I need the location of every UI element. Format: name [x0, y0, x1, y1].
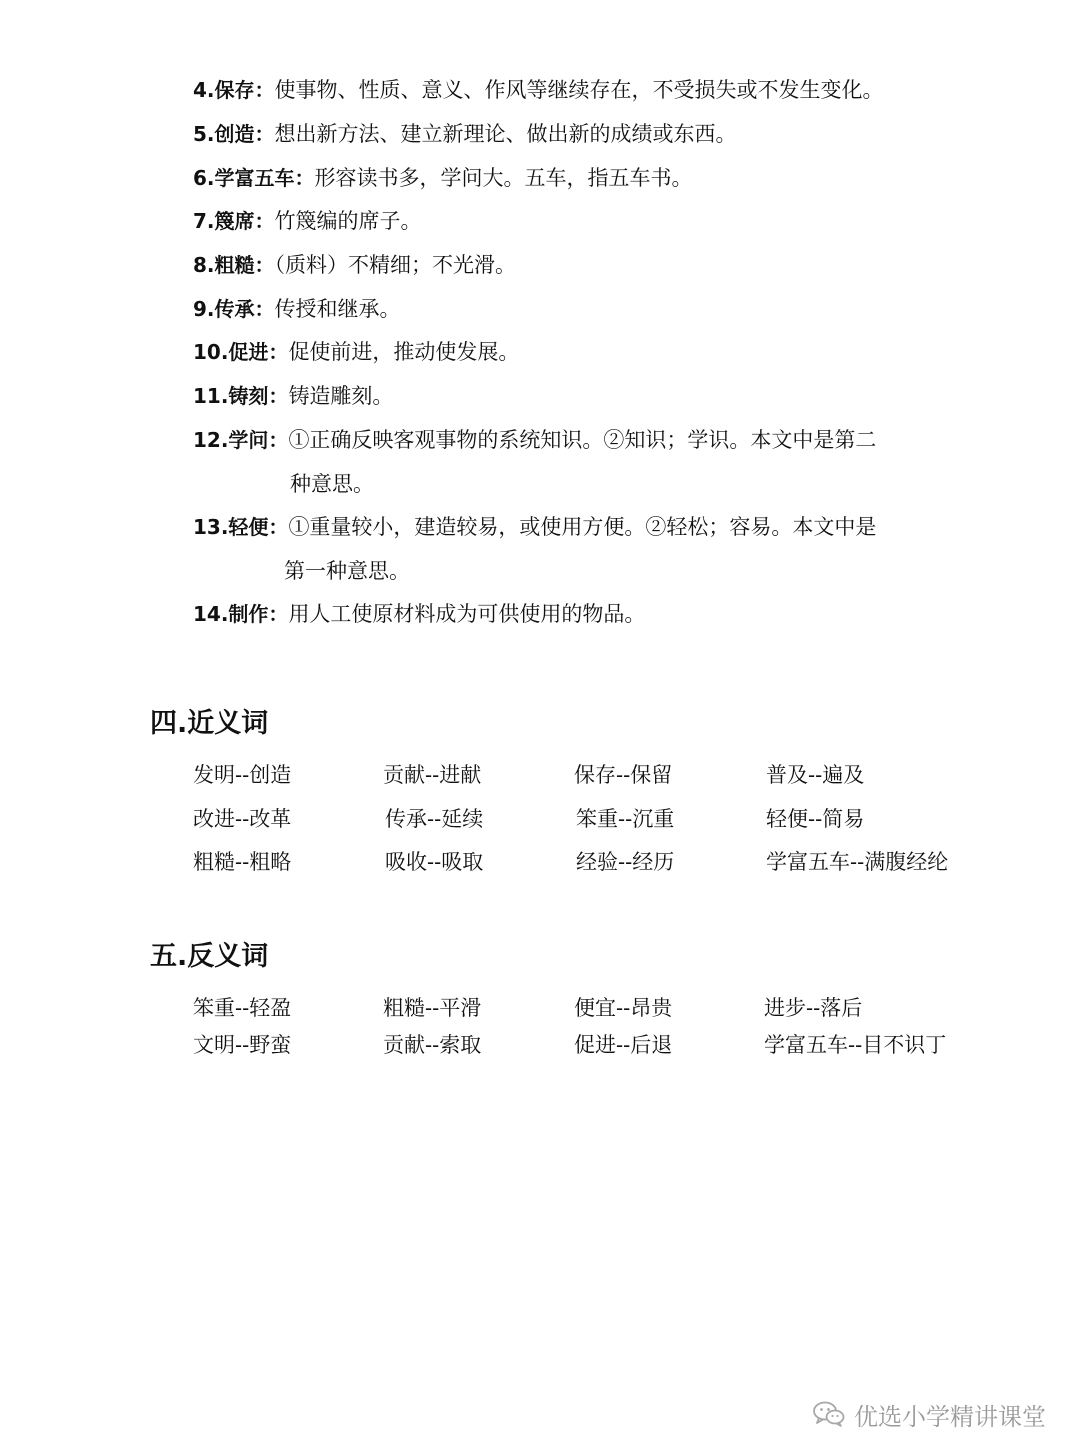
- definition-text: ①重量较小，建造较易，或使用方便。②轻松；容易。本文中是: [288, 515, 877, 539]
- definition-text: 铸造雕刻。: [288, 384, 394, 408]
- definition-text: ①正确反映客观事物的系统知识。②知识；学识。本文中是第二: [288, 428, 877, 452]
- definition-term: 9.传承：: [193, 297, 275, 321]
- definition-term: 5.创造：: [193, 122, 275, 146]
- watermark: [812, 1398, 1046, 1430]
- definition-item: [193, 208, 422, 234]
- synonym-pair: 贡献--进献: [383, 763, 482, 787]
- synonym-pair: 笨重--沉重: [576, 807, 675, 831]
- definition-item: [193, 121, 737, 147]
- antonym-pair: 笨重--轻盈: [193, 996, 292, 1020]
- synonym-pair: 改进--改革: [193, 807, 292, 831]
- definition-item: [193, 296, 401, 322]
- definition-text: 想出新方法、建立新理论、做出新的成绩或东西。: [274, 122, 737, 146]
- antonym-pair: 进步--落后: [764, 996, 863, 1020]
- synonym-pair: 粗糙--粗略: [193, 850, 292, 874]
- definition-text: 使事物、性质、意义、作风等继续存在，不受损失或不发生变化。: [274, 78, 884, 102]
- definition-continuation: 第一种意思。: [284, 559, 410, 583]
- definition-term: 7.篾席：: [193, 209, 275, 233]
- synonym-pair: 保存--保留: [574, 763, 673, 787]
- definition-item: [193, 601, 645, 627]
- definition-item: [193, 514, 877, 583]
- synonym-pair: 普及--遍及: [766, 763, 865, 787]
- definition-continuation: 种意思。: [290, 472, 374, 496]
- synonym-pair: 传承--延续: [385, 807, 484, 831]
- definition-text: 形容读书多，学问大。五车，指五车书。: [314, 166, 693, 190]
- antonym-pair: 贡献--索取: [383, 1033, 482, 1057]
- wechat-icon: [812, 1400, 846, 1428]
- definition-term: 11.铸刻：: [193, 384, 289, 408]
- definition-text: （质料）不精细；不光滑。: [274, 253, 517, 277]
- antonym-pair: 便宜--昂贵: [574, 996, 673, 1020]
- definition-term: 8.粗糙：: [193, 253, 275, 277]
- antonym-pair: 文明--野蛮: [193, 1033, 292, 1057]
- definition-term: 13.轻便：: [193, 515, 289, 539]
- definition-item: [193, 252, 516, 278]
- definition-term: 4.保存：: [193, 78, 275, 102]
- definition-text: 促使前进，推动使发展。: [288, 340, 520, 364]
- definition-term: 6.学富五车：: [193, 166, 315, 190]
- definition-term: 12.学问：: [193, 428, 289, 452]
- synonyms-heading: 四.近义词: [150, 708, 269, 739]
- antonym-pair: 粗糙--平滑: [383, 996, 482, 1020]
- antonym-pair: 学富五车--目不识丁: [764, 1033, 947, 1057]
- definition-text: 传授和继承。: [274, 297, 401, 321]
- synonym-pair: 轻便--简易: [766, 807, 865, 831]
- definition-text: 竹篾编的席子。: [274, 209, 422, 233]
- antonym-pair: 促进--后退: [574, 1033, 673, 1057]
- synonym-pair: 经验--经历: [576, 850, 675, 874]
- synonym-pair: 学富五车--满腹经纶: [766, 850, 949, 874]
- synonym-pair: 发明--创造: [193, 763, 292, 787]
- watermark-text: 优选小学精讲课堂: [854, 1402, 1046, 1431]
- definition-term: 10.促进：: [193, 340, 289, 364]
- definition-item: [193, 427, 877, 496]
- antonyms-heading: 五.反义词: [150, 941, 269, 972]
- definition-item: [193, 165, 693, 191]
- definition-item: [193, 339, 519, 365]
- definition-item: [193, 77, 884, 103]
- definition-item: [193, 383, 393, 409]
- definition-term: 14.制作：: [193, 602, 289, 626]
- synonym-pair: 吸收--吸取: [385, 850, 484, 874]
- definition-text: 用人工使原材料成为可供使用的物品。: [288, 602, 646, 626]
